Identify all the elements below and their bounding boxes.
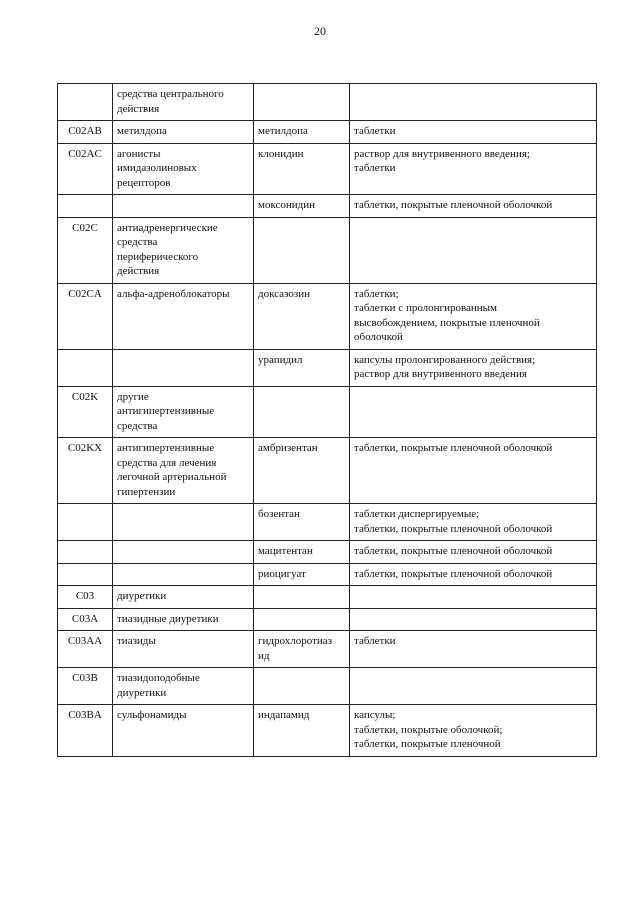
- substance-cell: риоцигуат: [254, 563, 350, 586]
- table-row: [58, 195, 597, 218]
- substance-cell: [254, 386, 350, 438]
- atc-code-cell: [58, 563, 113, 586]
- atc-code-cell: C02K: [58, 386, 113, 438]
- table-row: [58, 217, 597, 283]
- atc-code-cell: C02CA: [58, 283, 113, 349]
- substance-cell: клонидин: [254, 143, 350, 195]
- dosage-form-cell: [350, 386, 597, 438]
- substance-cell: моксонидин: [254, 195, 350, 218]
- drug-table-body: [58, 84, 597, 757]
- group-name-cell: диуретики: [113, 586, 254, 609]
- table-row: [58, 386, 597, 438]
- dosage-form-cell: капсулы пролонгированного действия; раствор для внутривенного введения: [350, 349, 597, 386]
- group-name-cell: тиазиды: [113, 631, 254, 668]
- substance-cell: индапамид: [254, 705, 350, 757]
- substance-cell: [254, 84, 350, 121]
- group-name-cell: тиазидные диуретики: [113, 608, 254, 631]
- substance-cell: бозентан: [254, 504, 350, 541]
- atc-code-cell: [58, 504, 113, 541]
- dosage-form-cell: раствор для внутривенного введения; таблетки: [350, 143, 597, 195]
- drug-table: [57, 83, 597, 757]
- group-name-cell: альфа-адреноблокаторы: [113, 283, 254, 349]
- dosage-form-cell: [350, 608, 597, 631]
- atc-code-cell: [58, 541, 113, 564]
- group-name-cell: [113, 541, 254, 564]
- atc-code-cell: C03AA: [58, 631, 113, 668]
- table-row: [58, 668, 597, 705]
- atc-code-cell: C03B: [58, 668, 113, 705]
- atc-code-cell: [58, 84, 113, 121]
- substance-cell: гидрохлоротиаз ид: [254, 631, 350, 668]
- table-row: [58, 563, 597, 586]
- dosage-form-cell: таблетки диспергируемые; таблетки, покрытые пленочной оболочкой: [350, 504, 597, 541]
- group-name-cell: другие антигипертензивные средства: [113, 386, 254, 438]
- dosage-form-cell: таблетки: [350, 121, 597, 144]
- group-name-cell: метилдопа: [113, 121, 254, 144]
- dosage-form-cell: таблетки; таблетки с пролонгированным высвобождением, покрытые пленочной оболочкой: [350, 283, 597, 349]
- group-name-cell: [113, 349, 254, 386]
- substance-cell: [254, 586, 350, 609]
- atc-code-cell: C02AC: [58, 143, 113, 195]
- substance-cell: урапидил: [254, 349, 350, 386]
- group-name-cell: антигипертензивные средства для лечения легочной артериальной гипертензии: [113, 438, 254, 504]
- substance-cell: амбризентан: [254, 438, 350, 504]
- table-row: [58, 349, 597, 386]
- table-row: [58, 504, 597, 541]
- table-row: [58, 541, 597, 564]
- atc-code-cell: C03: [58, 586, 113, 609]
- substance-cell: [254, 668, 350, 705]
- group-name-cell: агонисты имидазолиновых рецепторов: [113, 143, 254, 195]
- substance-cell: [254, 608, 350, 631]
- atc-code-cell: [58, 195, 113, 218]
- table-row: [58, 283, 597, 349]
- dosage-form-cell: капсулы; таблетки, покрытые оболочкой; таблетки, покрытые пленочной: [350, 705, 597, 757]
- dosage-form-cell: таблетки, покрытые пленочной оболочкой: [350, 541, 597, 564]
- group-name-cell: [113, 504, 254, 541]
- substance-cell: доксазозин: [254, 283, 350, 349]
- dosage-form-cell: таблетки, покрытые пленочной оболочкой: [350, 438, 597, 504]
- group-name-cell: [113, 195, 254, 218]
- table-row: [58, 586, 597, 609]
- table-row: [58, 143, 597, 195]
- substance-cell: [254, 217, 350, 283]
- substance-cell: метилдопа: [254, 121, 350, 144]
- group-name-cell: сульфонамиды: [113, 705, 254, 757]
- atc-code-cell: C03A: [58, 608, 113, 631]
- table-row: [58, 121, 597, 144]
- atc-code-cell: [58, 349, 113, 386]
- dosage-form-cell: таблетки, покрытые пленочной оболочкой: [350, 563, 597, 586]
- group-name-cell: тиазидоподобные диуретики: [113, 668, 254, 705]
- atc-code-cell: C02AB: [58, 121, 113, 144]
- group-name-cell: средства центрального действия: [113, 84, 254, 121]
- atc-code-cell: C03BA: [58, 705, 113, 757]
- table-row: [58, 608, 597, 631]
- dosage-form-cell: таблетки: [350, 631, 597, 668]
- table-row: [58, 631, 597, 668]
- substance-cell: мацитентан: [254, 541, 350, 564]
- dosage-form-cell: [350, 586, 597, 609]
- group-name-cell: [113, 563, 254, 586]
- atc-code-cell: C02KX: [58, 438, 113, 504]
- dosage-form-cell: [350, 84, 597, 121]
- table-row: [58, 705, 597, 757]
- dosage-form-cell: [350, 217, 597, 283]
- atc-code-cell: C02C: [58, 217, 113, 283]
- dosage-form-cell: [350, 668, 597, 705]
- group-name-cell: антиадренергические средства периферического действия: [113, 217, 254, 283]
- dosage-form-cell: таблетки, покрытые пленочной оболочкой: [350, 195, 597, 218]
- table-row: [58, 438, 597, 504]
- page-number: 20: [314, 24, 326, 38]
- table-row: [58, 84, 597, 121]
